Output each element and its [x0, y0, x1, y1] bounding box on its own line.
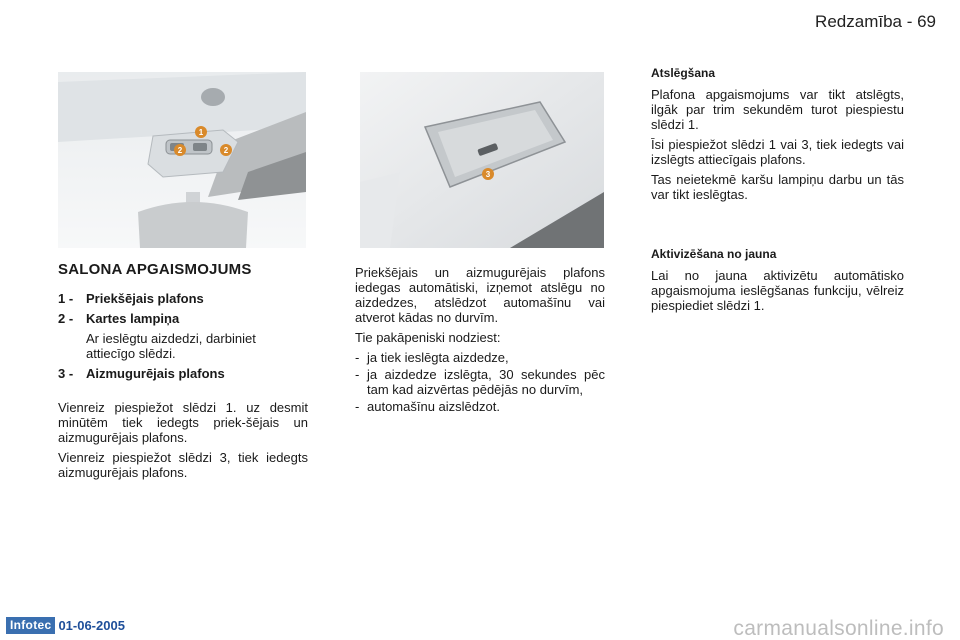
callout-3: 3	[485, 170, 491, 179]
paragraph: Tas neietekmē karšu lampiņu darbu un tās var tikt ieslēgtas.	[651, 172, 904, 202]
paragraph: Tie pakāpeniski nodziest:	[355, 330, 501, 345]
page-header: Redzamība - 69	[815, 12, 936, 31]
callout-1: 1	[198, 128, 204, 137]
paragraph: Vienreiz piespiežot slēdzi 3, tiek iedegts aizmugurējais plafons.	[58, 450, 308, 480]
footer-date: 01-06-2005	[58, 618, 125, 633]
dash-item: - ja tiek ieslēgta aizdedze,	[355, 350, 509, 365]
rear-ceiling-light-illustration	[360, 72, 604, 248]
column-right	[651, 66, 904, 318]
infotec-logo: Infotec	[6, 617, 55, 634]
dash-item: - automašīnu aizslēdzot.	[355, 399, 500, 414]
callout-2-right: 2	[223, 146, 229, 155]
section-heading: SALONA APGAISMOJUMS	[58, 261, 252, 278]
legend-item: 2 - Kartes lampiņa	[58, 311, 180, 326]
legend-note: Ar ieslēgtu aizdedzi, darbiniet attiecīgo slēdzi.	[86, 331, 256, 361]
column-left	[58, 262, 308, 485]
column-middle	[355, 265, 605, 416]
paragraph: Īsi piespiežot slēdzi 1 vai 3, tiek iedegts vai izslēgts attiecīgais plafons.	[651, 137, 904, 167]
paragraph: Plafona apgaismojums var tikt atslēgts, ilgāk par trim sekundēm turot piespiestu slēdzi 1.	[651, 87, 904, 132]
subheading-deactivation: Atslēgšana	[651, 66, 716, 80]
watermark: carmanualsonline.info	[733, 617, 944, 640]
dash-item: - ja aizdedze izslēgta, 30 sekundes pēc tam kad aizvērtas pēdējās no durvīm,	[355, 367, 605, 397]
front-ceiling-light-illustration	[58, 72, 306, 248]
legend-item: 3 - Aizmugurējais plafons	[58, 366, 225, 381]
paragraph: Vienreiz piespiežot slēdzi 1. uz desmit minūtēm tiek iedegts priek-šējais un aizmugurējais plafons.	[58, 400, 308, 445]
paragraph: Priekšējais un aizmugurējais plafons iedegas automātiski, izņemot atslēgu no aizdedzes, atslēdzot automašīnu vai atverot kādas no durvīm.	[355, 265, 605, 325]
footer	[6, 617, 125, 634]
subheading-reactivation: Aktivizēšana no jauna	[651, 247, 777, 261]
callout-2-left: 2	[177, 146, 183, 155]
paragraph: Lai no jauna aktivizētu automātisko apgaismojuma ieslēgšanas funkciju, vēlreiz piespiediet slēdzi 1.	[651, 268, 904, 313]
legend-item: 1 - Priekšējais plafons	[58, 291, 204, 306]
